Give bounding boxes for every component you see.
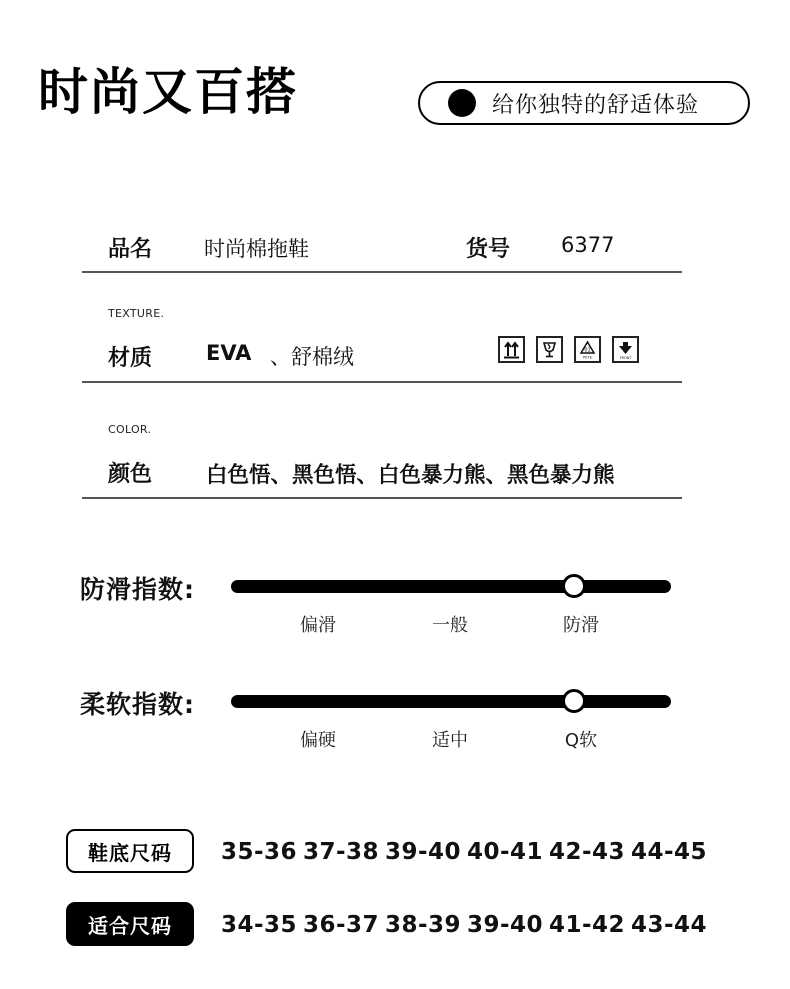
color-en-label: COLOR. xyxy=(108,423,152,436)
fit-size-item: 41-42 xyxy=(549,912,626,938)
color-value: 白色悟、黑色悟、白色暴力熊、黑色暴力熊 xyxy=(206,463,615,488)
sole-size-item: 35-36 xyxy=(221,839,298,865)
this-way-up-icon xyxy=(498,336,525,363)
anti-slip-tick-mid: 一般 xyxy=(432,615,468,636)
fit-size-item: 38-39 xyxy=(385,912,462,938)
recycle-pete-icon xyxy=(574,336,601,363)
softness-tick-high: Q软 xyxy=(564,730,598,751)
bullet-dot-icon xyxy=(448,89,476,117)
svg-text:PETE: PETE xyxy=(583,355,592,360)
product-name-label: 品名 xyxy=(108,237,153,262)
sole-size-item: 40-41 xyxy=(467,839,544,865)
softness-level-marker xyxy=(562,689,586,713)
sole-size-item: 42-43 xyxy=(549,839,626,865)
sku-label: 货号 xyxy=(466,237,511,262)
sole-size-item: 44-45 xyxy=(631,839,708,865)
front-arrow-icon xyxy=(612,336,639,363)
fit-size-item: 36-37 xyxy=(303,912,380,938)
texture-en-label: TEXTURE. xyxy=(108,307,165,320)
svg-text:FRONT: FRONT xyxy=(619,356,632,360)
slogan-text: 给你独特的舒适体验 xyxy=(492,92,700,118)
divider xyxy=(82,497,682,499)
material-value-rest: 、舒棉绒 xyxy=(270,345,354,369)
anti-slip-label: 防滑指数: xyxy=(80,575,195,604)
softness-label: 柔软指数: xyxy=(80,690,195,719)
softness-track xyxy=(231,695,671,708)
material-label: 材质 xyxy=(108,346,153,371)
fit-size-item: 34-35 xyxy=(221,912,298,938)
divider xyxy=(82,271,682,273)
anti-slip-tick-high: 防滑 xyxy=(563,615,599,636)
sole-size-item: 39-40 xyxy=(385,839,462,865)
material-value-eva: EVA xyxy=(206,341,252,365)
softness-tick-low: 偏硬 xyxy=(300,730,336,751)
sku-value: 6377 xyxy=(561,233,615,257)
sole-size-item: 37-38 xyxy=(303,839,380,865)
care-icons xyxy=(498,336,639,363)
divider xyxy=(82,381,682,383)
sole-size-tag: 鞋底尺码 xyxy=(66,829,194,873)
product-name-value: 时尚棉拖鞋 xyxy=(204,237,309,261)
fit-size-item: 43-44 xyxy=(631,912,708,938)
fit-size-tag: 适合尺码 xyxy=(66,902,194,946)
anti-slip-track xyxy=(231,580,671,593)
sole-size-list xyxy=(221,839,713,865)
fit-size-item: 39-40 xyxy=(467,912,544,938)
svg-text:01: 01 xyxy=(584,347,591,354)
slogan-badge xyxy=(418,81,750,125)
fragile-icon xyxy=(536,336,563,363)
page-title: 时尚又百搭 xyxy=(38,63,298,121)
anti-slip-tick-low: 偏滑 xyxy=(300,615,336,636)
softness-tick-mid: 适中 xyxy=(432,730,468,751)
fit-size-list xyxy=(221,912,713,938)
color-label: 颜色 xyxy=(108,462,153,487)
anti-slip-level-marker xyxy=(562,574,586,598)
